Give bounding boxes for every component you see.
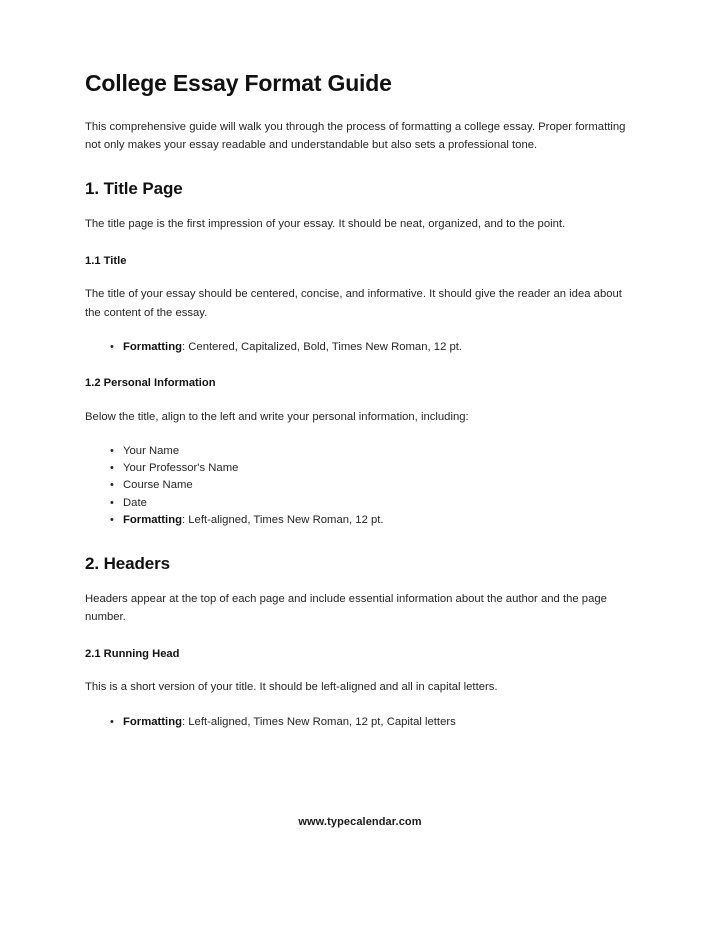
subsection-heading-personal-information: 1.2 Personal Information: [85, 377, 216, 390]
bullet-icon: •: [110, 341, 114, 353]
bullet-icon: •: [110, 715, 114, 728]
bullet-text: : Centered, Capitalized, Bold, Times New Roman, 12 pt.: [182, 341, 463, 353]
document-content: [85, 70, 637, 748]
bullet-text: Your Professor's Name: [123, 462, 239, 475]
bullet-text: : Left-aligned, Times New Roman, 12 pt.: [182, 513, 384, 526]
section-heading-title-page: 1. Title Page: [85, 179, 183, 199]
section-intro-headers: Headers appear at the top of each page and include essential information about the author and the page number.: [85, 593, 607, 624]
bullet-icon: •: [110, 496, 114, 509]
bullet-icon: •: [110, 445, 114, 458]
bullet-list-personal-information: [85, 443, 637, 529]
list-item: [85, 477, 637, 494]
list-item: [85, 714, 637, 731]
list-item: [85, 512, 637, 529]
page-title: College Essay Format Guide: [85, 70, 392, 96]
intro-paragraph: This comprehensive guide will walk you through the process of formatting a college essay. Proper formatting not only makes your essay readable and understandable but also sets a professional tone.: [85, 120, 626, 151]
section-heading-headers: 2. Headers: [85, 553, 170, 573]
bullet-label: Formatting: [123, 513, 182, 526]
subsection-body-title: The title of your essay should be centered, concise, and informative. It should give the reader an idea about the content of the essay.: [85, 288, 622, 319]
subsection-heading-running-head: 2.1 Running Head: [85, 647, 180, 660]
bullet-icon: •: [110, 462, 114, 475]
bullet-text: Course Name: [123, 479, 193, 492]
subsection-body-personal-information: Below the title, align to the left and write your personal information, including:: [85, 410, 469, 423]
section-intro-title-page: The title page is the first impression of your essay. It should be neat, organized, and to the point.: [85, 218, 566, 231]
bullet-text: Date: [123, 496, 147, 509]
bullet-icon: •: [110, 479, 114, 492]
subsection-body-running-head: This is a short version of your title. It should be left-aligned and all in capital letters.: [85, 681, 498, 694]
bullet-list-running-head: [85, 714, 637, 731]
footer-website: www.typecalendar.com: [298, 816, 422, 828]
bullet-label: Formatting: [123, 715, 182, 728]
bullet-text: Your Name: [123, 445, 180, 458]
bullet-text: : Left-aligned, Times New Roman, 12 pt, Capital letters: [182, 715, 456, 728]
bullet-list-title-formatting: [85, 339, 637, 356]
bullet-label: Formatting: [123, 341, 182, 353]
subsection-heading-title: 1.1 Title: [85, 254, 127, 267]
bullet-icon: •: [110, 513, 114, 526]
list-item: [85, 443, 637, 460]
list-item: [85, 460, 637, 477]
list-item: [85, 339, 637, 356]
list-item: [85, 495, 637, 512]
